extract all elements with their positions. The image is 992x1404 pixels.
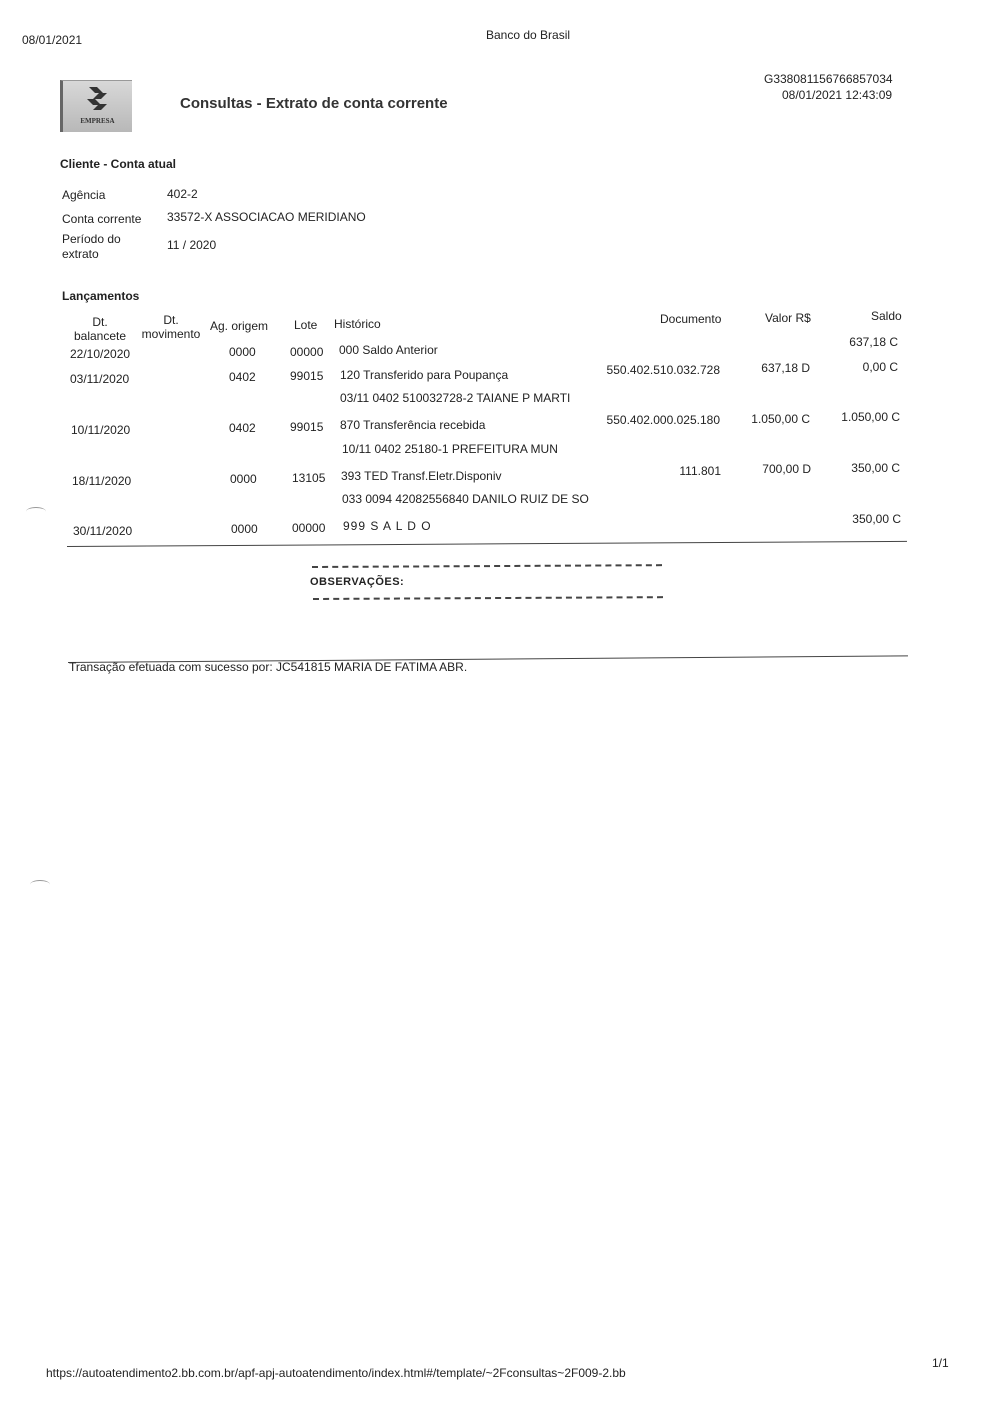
client-section-title: Cliente - Conta atual [60,157,177,171]
row-history: 393 TED Transf.Eletr.Disponiv [341,469,502,483]
agency-label: Agência [62,188,106,202]
row-lote: 99015 [290,420,324,434]
col-valor: Valor R$ [765,311,811,325]
account-value: 33572-X ASSOCIACAO MERIDIANO [167,210,366,224]
row-lote: 13105 [292,471,326,485]
bank-logo [60,80,132,132]
row-lote: 99015 [290,369,324,383]
row-date: 10/11/2020 [71,423,131,437]
punch-mark [30,880,50,889]
account-label: Conta corrente [62,212,142,226]
launches-title: Lançamentos [62,289,140,303]
col-documento: Documento [660,312,722,326]
row-lote: 00000 [292,521,326,535]
row-amount: 1.050,00 C [751,412,810,426]
row-balance: 637,18 C [849,335,898,349]
row-history-detail: 033 0094 42082556840 DANILO RUIZ DE SO [342,492,589,506]
row-balance: 1.050,00 C [841,410,900,424]
bank-name: Banco do Brasil [486,28,571,42]
col-dt-balancete: Dt. balancete [73,315,127,343]
row-history: 120 Transferido para Poupança [340,368,509,382]
agency-value: 402-2 [167,187,198,201]
row-balance: 350,00 C [851,461,900,475]
row-agency: 0000 [229,345,256,359]
period-value: 11 / 2020 [167,238,217,252]
col-dt-movimento: Dt. movimento [141,313,201,341]
print-date: 08/01/2021 [22,33,83,47]
page-title: Consultas - Extrato de conta corrente [180,95,448,112]
row-date: 03/11/2020 [70,372,130,386]
row-date: 30/11/2020 [73,524,133,538]
row-document: 550.402.510.032.728 [606,363,720,377]
row-date: 18/11/2020 [72,474,132,488]
logo-label: EMPRESA [80,117,115,125]
row-history: 000 Saldo Anterior [339,343,438,357]
row-history: 870 Transferência recebida [340,418,486,432]
row-history-detail: 03/11 0402 510032728-2 TAIANE P MARTI [340,391,571,405]
footer-transaction-text: Transação efetuada com sucesso por: JC541815 MARIA DE FATIMA ABR. [69,660,468,674]
transaction-datetime: 08/01/2021 12:43:09 [782,88,893,102]
period-label-line2: extrato [62,247,99,261]
row-amount: 700,00 D [762,462,811,476]
row-amount: 637,18 D [761,361,810,375]
page-number: 1/1 [932,1356,949,1370]
observations-bottom-dashes [313,596,663,600]
row-agency: 0402 [229,421,256,435]
row-agency: 0000 [231,522,258,536]
col-historico: Histórico [334,317,381,331]
col-ag-origem: Ag. origem [210,319,269,333]
table-bottom-rule [67,541,907,547]
row-history-detail: 10/11 0402 25180-1 PREFEITURA MUN [342,442,558,456]
bb-logo-icon [83,85,113,113]
col-lote: Lote [294,318,318,332]
row-agency: 0402 [229,370,256,384]
row-agency: 0000 [230,472,257,486]
footer-url: https://autoatendimento2.bb.com.br/apf-apj-autoatendimento/index.html#/template/~2Fconsultas~2F009-2.bb [46,1366,626,1380]
period-label-line1: Período do [62,232,121,246]
row-document: 550.402.000.025.180 [606,413,720,427]
row-date: 22/10/2020 [70,347,131,361]
punch-mark [26,507,46,516]
row-lote: 00000 [290,345,324,359]
transaction-code: G338081156766857034 [764,72,893,86]
row-balance: 350,00 C [852,512,901,526]
row-balance: 0,00 C [862,360,898,374]
observations-label: OBSERVAÇÕES: [310,576,405,588]
observations-top-dashes [312,564,662,568]
col-saldo: Saldo [871,309,902,323]
row-document: 111.801 [679,464,721,478]
row-history: 999 S A L D O [343,519,432,533]
